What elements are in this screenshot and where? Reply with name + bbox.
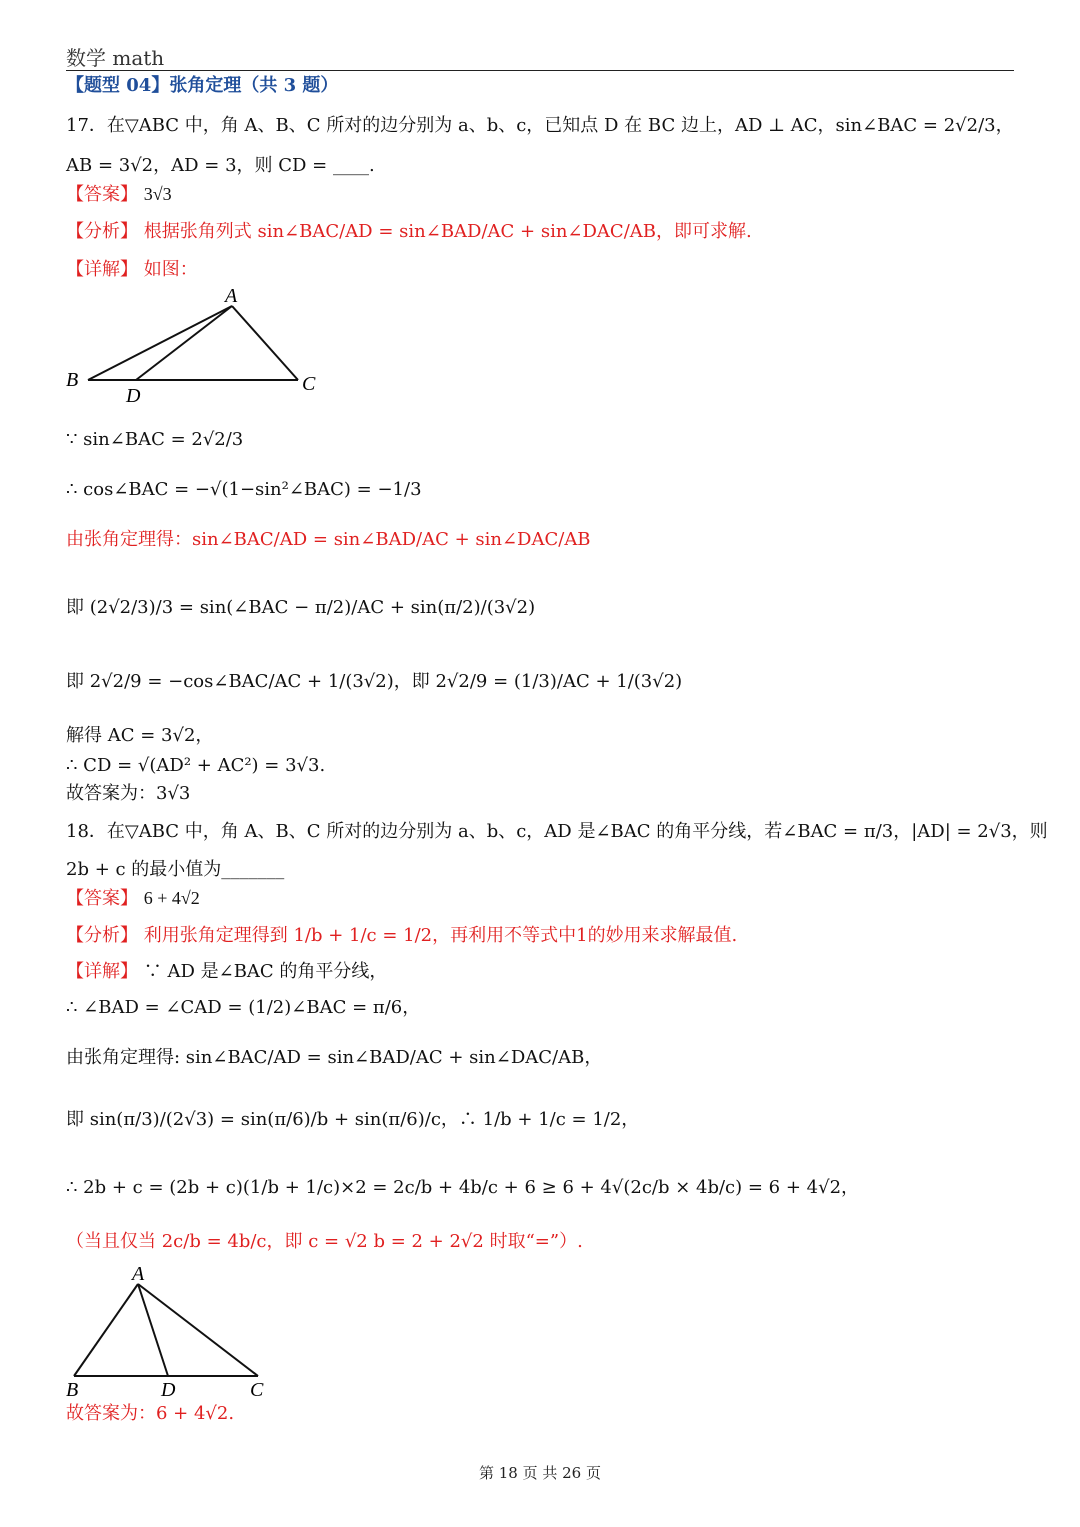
q17-step-6: 解得 AC = 3√2，	[66, 725, 214, 746]
q18-step-2: 由张角定理得: sin∠BAC/AD = sin∠BAD/AC + sin∠DAC/AB，	[66, 1047, 603, 1068]
q18-stem-line2: 2b + c 的最小值为_______	[66, 859, 285, 880]
detail-label: 【详解】	[66, 961, 138, 982]
answer-label: 【答案】	[66, 888, 138, 909]
detail-intro: 如图：	[143, 259, 198, 280]
label-c: C	[302, 373, 316, 395]
label-d: D	[161, 1379, 176, 1400]
analysis-label: 【分析】	[66, 925, 138, 946]
side-ab	[74, 1284, 138, 1376]
detail-label: 【详解】	[66, 259, 138, 280]
segment-ad	[136, 306, 232, 380]
q18-step-3: 即 sin(π/3)/(2√3) = sin(π/6)/b + sin(π/6)/c，∴ 1/b + 1/c = 1/2，	[66, 1109, 640, 1130]
side-ac	[138, 1284, 258, 1376]
q17-detail	[66, 258, 198, 282]
label-c: C	[250, 1379, 264, 1400]
label-a: A	[132, 1263, 145, 1285]
label-b: B	[66, 369, 79, 391]
page-footer: 第 18 页 共 26 页	[478, 1464, 601, 1482]
section-title: 【题型 04】张角定理（共 3 题）	[66, 75, 339, 96]
q17-triangle-figure	[60, 284, 340, 408]
q18-triangle-figure	[60, 1262, 290, 1400]
side-ab	[88, 306, 232, 380]
label-b: B	[66, 1379, 79, 1400]
q18-answer	[66, 886, 200, 911]
q17-step-3: 由张角定理得：sin∠BAC/AD = sin∠BAD/AC + sin∠DAC/AB	[66, 529, 591, 550]
q17-analysis	[66, 220, 752, 244]
header-rule	[66, 70, 1014, 71]
q17-step-4: 即 (2√2/3)/3 = sin(∠BAC − π/2)/AC + sin(π/2)/(3√2)	[66, 597, 536, 618]
q17-step-1: ∵ sin∠BAC = 2√2/3	[66, 429, 244, 450]
q18-step-4: ∴ 2b + c = (2b + c)(1/b + 1/c)×2 = 2c/b + 4b/c + 6 ≥ 6 + 4√(2c/b × 4b/c) = 6 + 4√2，	[66, 1177, 860, 1198]
q18-step-5: （当且仅当 2c/b = 4b/c，即 c = √2 b = 2 + 2√2 时取“=”）.	[66, 1231, 583, 1252]
q18-step-1: ∴ ∠BAD = ∠CAD = (1/2)∠BAC = π/6，	[66, 997, 421, 1018]
detail-intro: ∵ AD 是∠BAC 的角平分线，	[143, 961, 388, 982]
q17-stem-line2: AB = 3√2，AD = 3，则 CD = ____.	[66, 155, 375, 176]
label-d: D	[126, 385, 141, 407]
analysis-label: 【分析】	[66, 221, 138, 242]
q17-step-7: ∴ CD = √(AD² + AC²) = 3√3.	[66, 755, 326, 776]
q17-step-2: ∴ cos∠BAC = −√(1−sin²∠BAC) = −1/3	[66, 479, 422, 500]
page-header: 数学 math	[66, 46, 165, 70]
q17-step-8: 故答案为：3√3	[66, 783, 191, 804]
q18-detail	[66, 960, 387, 984]
segment-ad	[138, 1284, 168, 1376]
q17-step-5: 即 2√2/9 = −cos∠BAC/AC + 1/(3√2)，即 2√2/9 = (1/3)/AC + 1/(3√2)	[66, 671, 683, 692]
q17-stem-line1: 17．在▽ABC 中，角 A、B、C 所对的边分别为 a、b、c，已知点 D 在 BC 边上，AD ⊥ AC，sin∠BAC = 2√2/3，	[66, 115, 1014, 136]
side-ac	[232, 306, 298, 380]
analysis-text: 根据张角列式 sin∠BAC/AD = sin∠BAD/AC + sin∠DAC/AB，即可求解.	[143, 221, 752, 242]
analysis-text: 利用张角定理得到 1/b + 1/c = 1/2，再利用不等式中1的妙用来求解最值.	[143, 925, 738, 946]
answer-value: 3√3	[143, 184, 172, 204]
q17-answer	[66, 182, 172, 207]
final-answer-text: 故答案为：6 + 4√2.	[66, 1403, 235, 1424]
q18-final-answer	[66, 1402, 234, 1426]
q18-analysis	[66, 924, 737, 948]
answer-label: 【答案】	[66, 184, 138, 205]
q18-stem-line1: 18．在▽ABC 中，角 A、B、C 所对的边分别为 a、b、c，AD 是∠BAC 的角平分线，若∠BAC = π/3，|AD| = 2√3，则	[66, 821, 1048, 842]
answer-value: 6 + 4√2	[143, 888, 200, 908]
label-a: A	[225, 285, 238, 307]
